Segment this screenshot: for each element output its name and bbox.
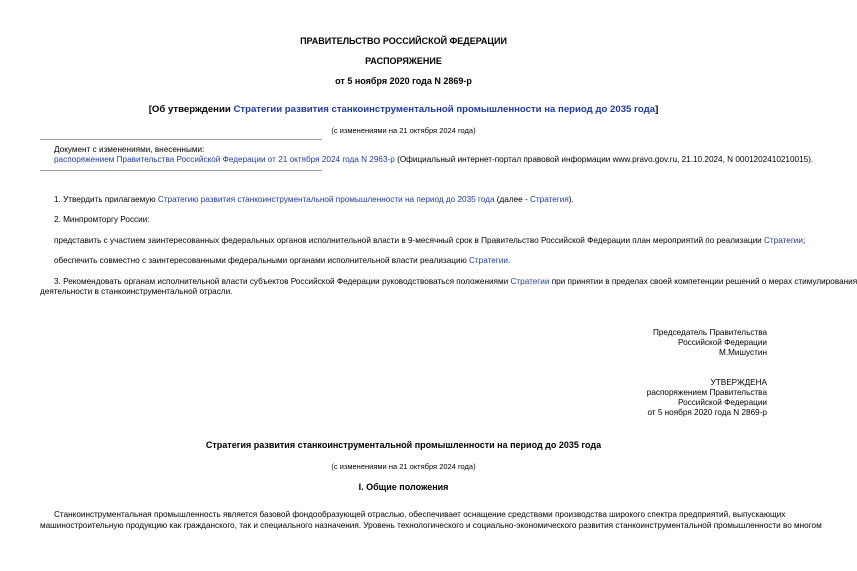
paragraph-5-line-2: деятельности в станкоинструментальной отрасли. [40,287,233,296]
changes-bottom-rule [40,170,322,171]
p5-text: 3. Рекомендовать органам исполнительной власти субъектов Российской Федерации руководствоваться положениями [54,277,511,286]
changes-source-line [54,155,813,165]
amending-order-link[interactable]: распоряжением Правительства Российской Федерации от 21 октября 2024 года N 2963-р [54,155,395,164]
general-provisions-line-2: машиностроительную продукцию как гражданского, так и специального назначения. Уровень технологического и социально-экономического развития станкоинструментальной промышленности во многом [40,521,822,530]
changes-intro: Документ с изменениями, внесенными: [54,145,205,154]
title-suffix: ] [655,104,659,115]
strategy-amendment-note: (с изменениями на 21 октября 2024 года) [331,462,476,471]
p1-end: ). [568,195,574,204]
signatory-name: М.Мишустин [719,348,767,357]
p1-strategy-link[interactable]: Стратегию развития станкоинструментальной промышленности на период до 2035 года [157,195,495,204]
title-prefix: [Об утверждении [148,104,234,115]
strategy-title: Стратегия развития станкоинструментальной промышленности на период до 2035 года [205,440,602,450]
section-heading: I. Общие положения [358,482,449,492]
government-heading: ПРАВИТЕЛЬСТВО РОССИЙСКОЙ ФЕДЕРАЦИИ [300,36,507,46]
title-strategy-link[interactable]: Стратегии развития станкоинструментальной промышленности на период до 2035 года [233,104,656,115]
p3-strategy-link[interactable]: Стратегии [764,236,803,245]
paragraph-4 [54,256,510,266]
p3-end: ; [802,236,806,245]
approved-country: Российской Федерации [677,398,767,407]
changes-top-rule [40,139,322,140]
p5-strategy-link[interactable]: Стратегии [510,277,550,286]
amendment-note: (с изменениями на 21 октября 2024 года) [331,126,476,135]
approved-label: УТВЕРЖДЕНА [710,378,767,387]
p1-strategy-short-link[interactable]: Стратегия [530,195,569,204]
publication-source: (Официальный интернет-портал правовой информации www.pravo.gov.ru, 21.10.2024, N 0001202410210015). [394,155,814,164]
signatory-position: Председатель Правительства [652,328,767,337]
p3-text: представить с участием заинтересованных федеральных органов исполнительной власти в 9-месячный срок в Правительство Российской Федерации план мероприятий по реализации [54,236,765,245]
p4-end: . [507,256,511,265]
paragraph-2: 2. Минпромторгу России: [54,215,150,224]
paragraph-1 [54,195,574,205]
p1-text: 1. Утвердить прилагаемую [54,195,158,204]
document-date: от 5 ноября 2020 года N 2869-р [335,76,472,86]
document-title [0,104,807,115]
paragraph-5-line-1 [54,277,857,287]
approved-by: распоряжением Правительства [646,388,767,397]
document-type: РАСПОРЯЖЕНИЕ [365,56,442,66]
p5-text-end: при принятии в пределах своей компетенции решений о мерах стимулирования [549,277,857,286]
approved-date: от 5 ноября 2020 года N 2869-р [647,408,767,417]
p4-strategy-link[interactable]: Стратегии [469,256,508,265]
signatory-country: Российской Федерации [677,338,767,347]
p4-text: обеспечить совместно с заинтересованными федеральными органами исполнительной власти реализацию [54,256,469,265]
paragraph-3 [54,236,805,246]
p1-mid: (далее - [494,195,530,204]
general-provisions-line-1: Станкоинструментальная промышленность является базовой фондообразующей отраслью, обеспечивает оснащение средствами производства широкого спектра предприятий, выпускающих [54,510,786,519]
